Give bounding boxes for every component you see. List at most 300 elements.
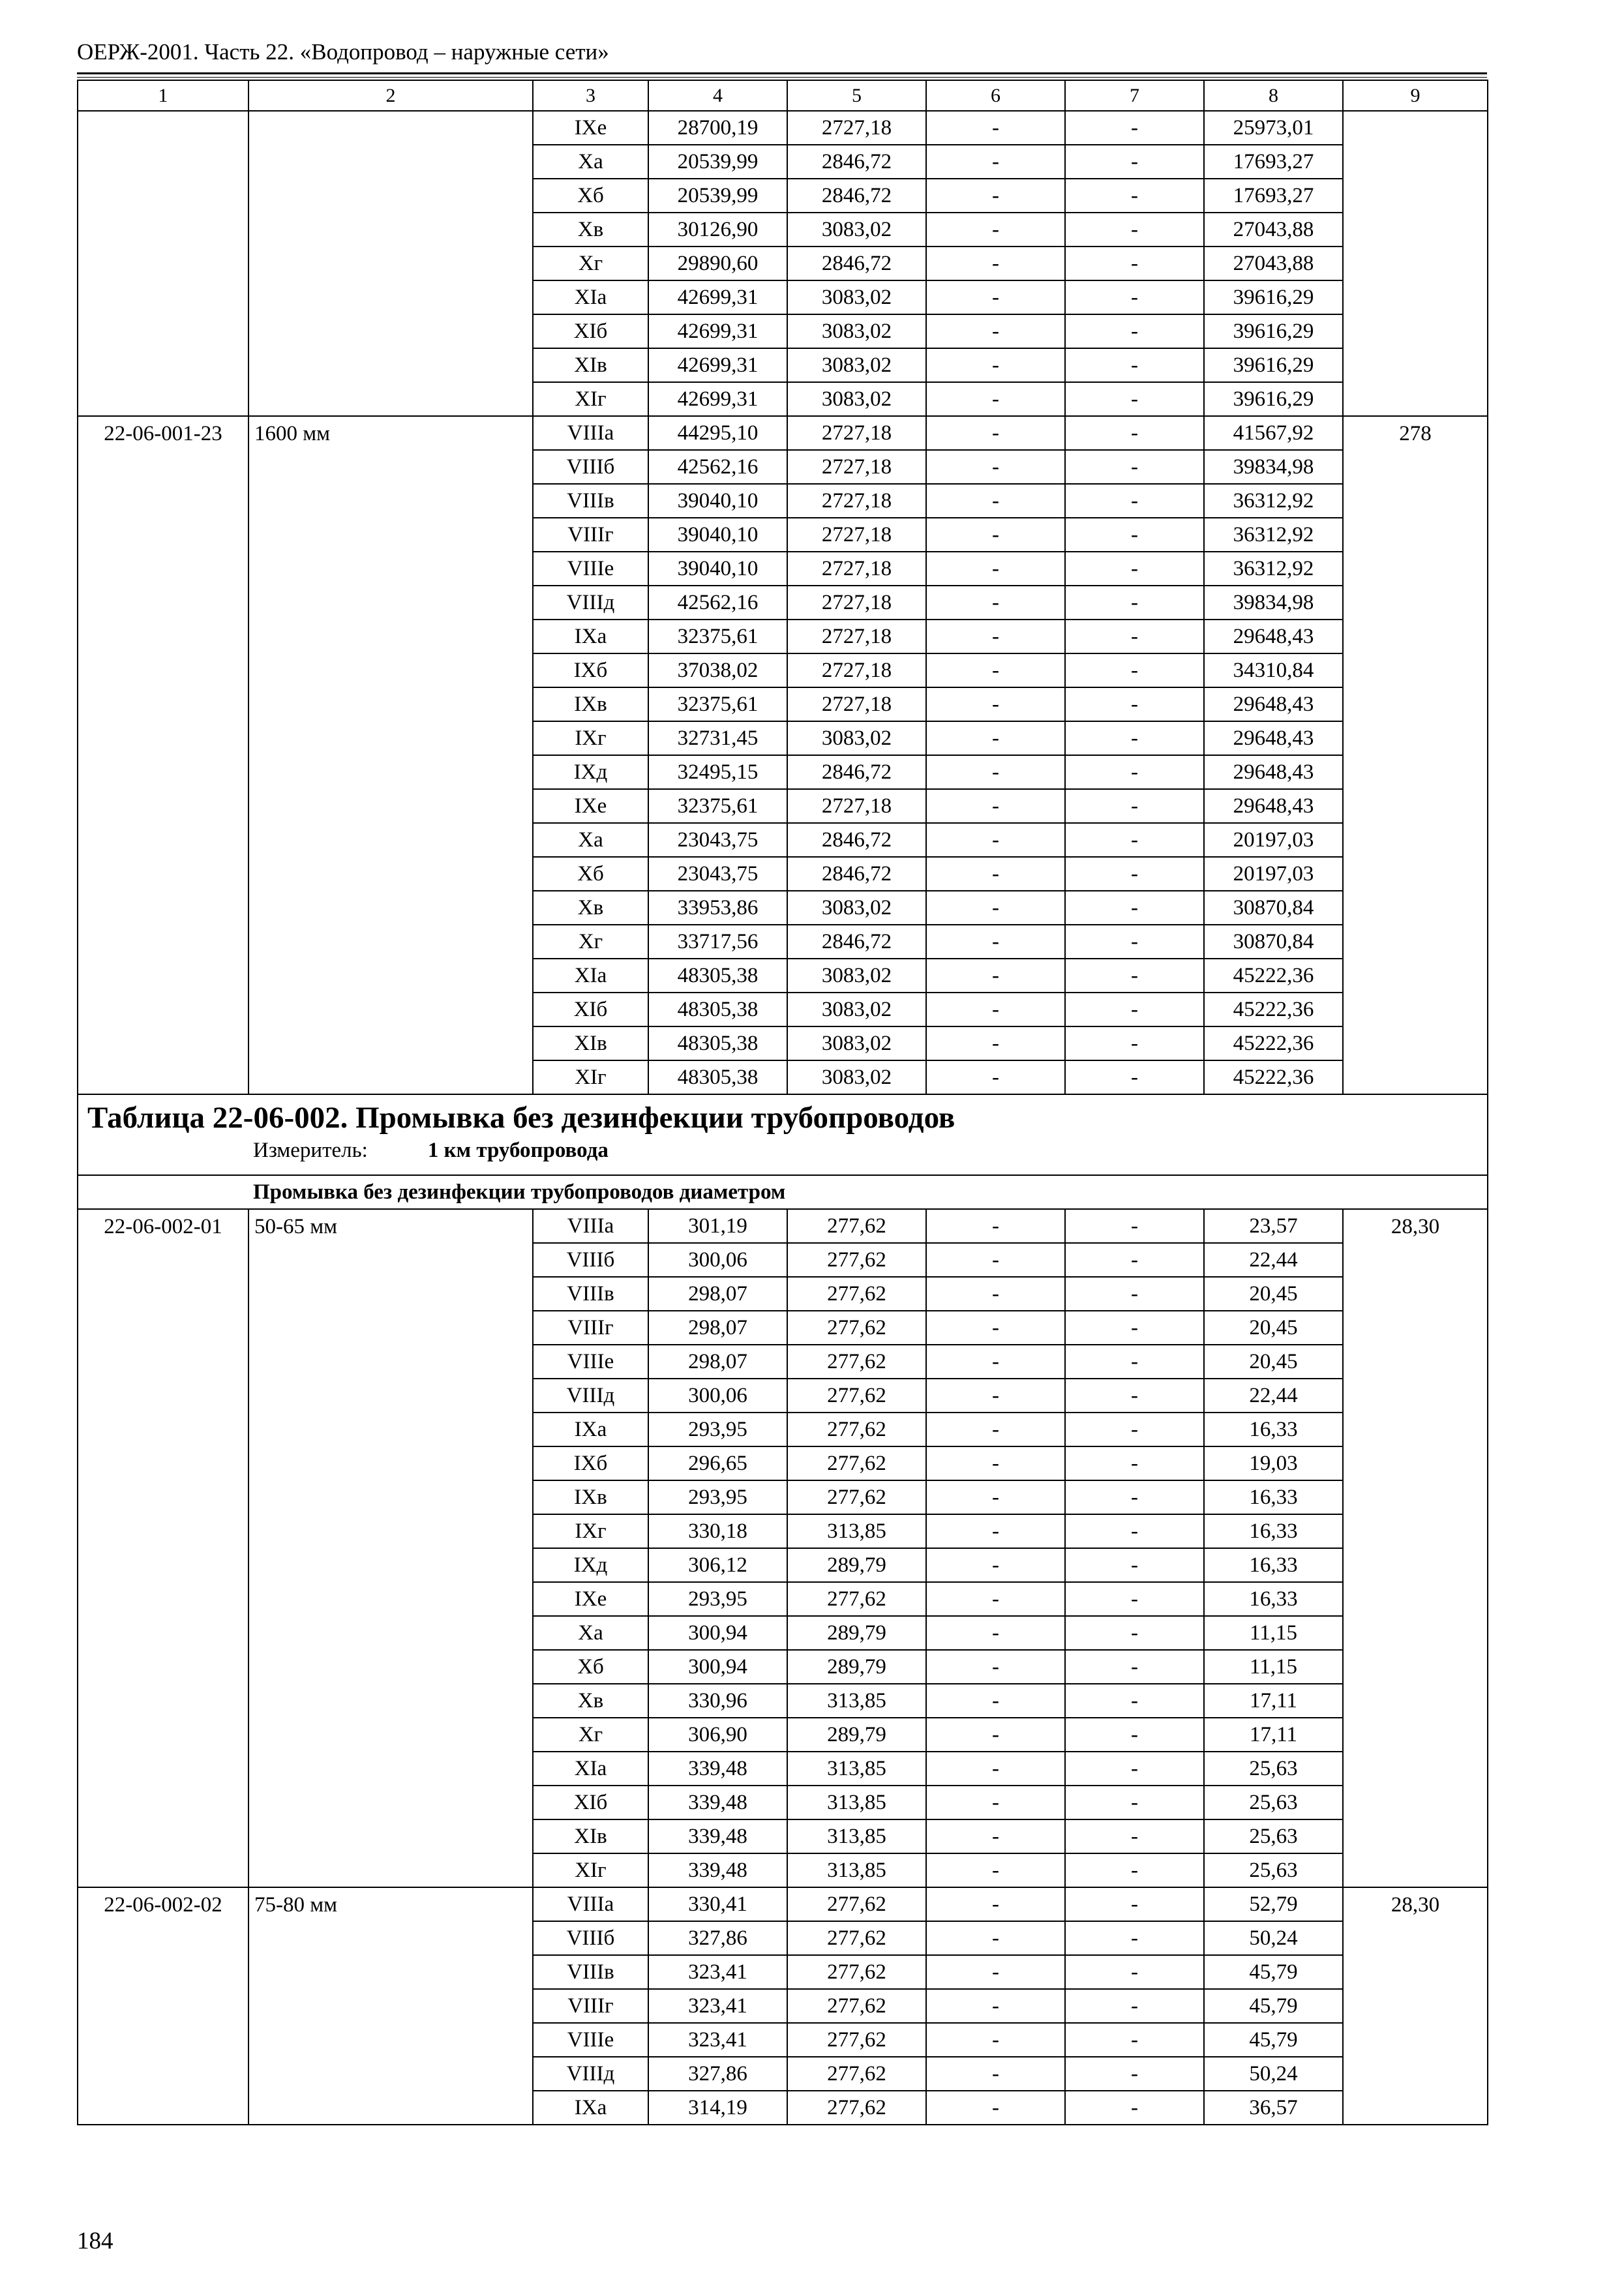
materials-cell: 50,24 — [1204, 2057, 1343, 2091]
wages-cell: 2727,18 — [787, 111, 926, 145]
zone-cell: XIв — [533, 1819, 648, 1853]
subheading-row — [78, 1175, 1488, 1209]
price-table — [77, 80, 1487, 2125]
total-cost-cell: 42562,16 — [648, 450, 787, 484]
table-row — [78, 1887, 1488, 1921]
zone-cell: XIа — [533, 1752, 648, 1786]
zone-cell: XIб — [533, 993, 648, 1026]
zone-cell: XIв — [533, 1026, 648, 1060]
zone-cell: VIIIг — [533, 1311, 648, 1345]
item-code: 22-06-002-02 — [78, 1887, 248, 2125]
wages-cell: 289,79 — [787, 1616, 926, 1650]
driver-wages-cell: - — [1065, 687, 1204, 721]
total-cost-cell: 39040,10 — [648, 484, 787, 518]
driver-wages-cell: - — [1065, 1514, 1204, 1548]
item-diameter: 75-80 мм — [248, 1887, 533, 2125]
driver-wages-cell: - — [1065, 1413, 1204, 1446]
total-cost-cell: 298,07 — [648, 1311, 787, 1345]
machines-cell: - — [926, 280, 1065, 314]
driver-wages-cell: - — [1065, 1548, 1204, 1582]
total-cost-cell: 339,48 — [648, 1819, 787, 1853]
wages-cell: 277,62 — [787, 1209, 926, 1243]
total-cost-cell: 323,41 — [648, 2023, 787, 2057]
materials-cell: 27043,88 — [1204, 247, 1343, 280]
measure-value: 1 км трубопровода — [427, 1139, 609, 1162]
driver-wages-cell: - — [1065, 382, 1204, 416]
machines-cell: - — [926, 1277, 1065, 1311]
driver-wages-cell: - — [1065, 484, 1204, 518]
machines-cell: - — [926, 348, 1065, 382]
wages-cell: 277,62 — [787, 1887, 926, 1921]
driver-wages-cell: - — [1065, 1311, 1204, 1345]
zone-cell: XIб — [533, 314, 648, 348]
zone-cell: Xв — [533, 1684, 648, 1718]
wages-cell: 3083,02 — [787, 314, 926, 348]
driver-wages-cell: - — [1065, 1718, 1204, 1752]
zone-cell: XIг — [533, 1853, 648, 1887]
wages-cell: 2846,72 — [787, 247, 926, 280]
machines-cell: - — [926, 314, 1065, 348]
measure-label: Измеритель: — [253, 1139, 368, 1162]
zone-cell: VIIIд — [533, 1379, 648, 1413]
materials-cell: 36312,92 — [1204, 518, 1343, 552]
item-diameter: 50-65 мм — [248, 1209, 533, 1887]
machines-cell: - — [926, 1548, 1065, 1582]
machines-cell: - — [926, 1514, 1065, 1548]
measure-line — [78, 1133, 1487, 1161]
wages-cell: 2727,18 — [787, 518, 926, 552]
materials-cell: 29648,43 — [1204, 721, 1343, 755]
materials-cell: 39616,29 — [1204, 382, 1343, 416]
wages-cell: 313,85 — [787, 1853, 926, 1887]
machines-cell: - — [926, 416, 1065, 450]
wages-cell: 3083,02 — [787, 213, 926, 247]
empty-cell — [1343, 111, 1488, 416]
driver-wages-cell: - — [1065, 450, 1204, 484]
machines-cell: - — [926, 247, 1065, 280]
zone-cell: VIIIв — [533, 484, 648, 518]
machines-cell: - — [926, 687, 1065, 721]
total-cost-cell: 339,48 — [648, 1752, 787, 1786]
table-title: Таблица 22-06-002. Промывка без дезинфекции трубопроводов — [87, 1101, 955, 1135]
materials-cell: 17,11 — [1204, 1718, 1343, 1752]
materials-cell: 45222,36 — [1204, 1060, 1343, 1094]
driver-wages-cell: - — [1065, 2057, 1204, 2091]
materials-cell: 34310,84 — [1204, 653, 1343, 687]
total-cost-cell: 32495,15 — [648, 755, 787, 789]
wages-cell: 3083,02 — [787, 280, 926, 314]
total-cost-cell: 301,19 — [648, 1209, 787, 1243]
driver-wages-cell: - — [1065, 1921, 1204, 1955]
zone-cell: Xб — [533, 1650, 648, 1684]
total-cost-cell: 42699,31 — [648, 314, 787, 348]
machines-cell: - — [926, 1955, 1065, 1989]
column-number: 6 — [926, 80, 1065, 111]
materials-cell: 20,45 — [1204, 1311, 1343, 1345]
wages-cell: 2727,18 — [787, 586, 926, 620]
column-number: 9 — [1343, 80, 1488, 111]
machines-cell: - — [926, 2057, 1065, 2091]
wages-cell: 277,62 — [787, 1582, 926, 1616]
total-cost-cell: 39040,10 — [648, 518, 787, 552]
total-cost-cell: 306,90 — [648, 1718, 787, 1752]
machines-cell: - — [926, 1989, 1065, 2023]
wages-cell: 2846,72 — [787, 145, 926, 179]
wages-cell: 2727,18 — [787, 653, 926, 687]
materials-cell: 36312,92 — [1204, 484, 1343, 518]
zone-cell: IXг — [533, 1514, 648, 1548]
total-cost-cell: 330,41 — [648, 1887, 787, 1921]
machines-cell: - — [926, 1413, 1065, 1446]
machines-cell: - — [926, 925, 1065, 959]
wages-cell: 277,62 — [787, 1277, 926, 1311]
materials-cell: 39616,29 — [1204, 348, 1343, 382]
materials-cell: 25,63 — [1204, 1819, 1343, 1853]
page-number: 184 — [77, 2228, 113, 2254]
zone-cell: XIб — [533, 1786, 648, 1819]
zone-cell: Xв — [533, 891, 648, 925]
driver-wages-cell: - — [1065, 518, 1204, 552]
wages-cell: 313,85 — [787, 1786, 926, 1819]
materials-cell: 29648,43 — [1204, 620, 1343, 653]
zone-cell: VIIIб — [533, 1921, 648, 1955]
table-row — [78, 1209, 1488, 1243]
empty-cell — [248, 111, 533, 416]
driver-wages-cell: - — [1065, 2091, 1204, 2125]
machines-cell: - — [926, 1752, 1065, 1786]
total-cost-cell: 23043,75 — [648, 857, 787, 891]
zone-cell: IXа — [533, 1413, 648, 1446]
wages-cell: 2846,72 — [787, 823, 926, 857]
zone-cell: XIг — [533, 1060, 648, 1094]
header-rule-thin — [77, 77, 1487, 78]
driver-wages-cell: - — [1065, 416, 1204, 450]
materials-cell: 23,57 — [1204, 1209, 1343, 1243]
machines-cell: - — [926, 789, 1065, 823]
total-cost-cell: 42699,31 — [648, 382, 787, 416]
machines-cell: - — [926, 1446, 1065, 1480]
zone-cell: IXд — [533, 755, 648, 789]
driver-wages-cell: - — [1065, 247, 1204, 280]
driver-wages-cell: - — [1065, 586, 1204, 620]
wages-cell: 313,85 — [787, 1514, 926, 1548]
total-cost-cell: 23043,75 — [648, 823, 787, 857]
wages-cell: 3083,02 — [787, 348, 926, 382]
materials-cell: 25973,01 — [1204, 111, 1343, 145]
item-code: 22-06-001-23 — [78, 416, 248, 1094]
zone-cell: IXб — [533, 1446, 648, 1480]
wages-cell: 2727,18 — [787, 484, 926, 518]
total-cost-cell: 300,94 — [648, 1650, 787, 1684]
machines-cell: - — [926, 213, 1065, 247]
zone-cell: IXг — [533, 721, 648, 755]
wages-cell: 277,62 — [787, 1921, 926, 1955]
wages-cell: 289,79 — [787, 1548, 926, 1582]
wages-cell: 277,62 — [787, 1379, 926, 1413]
zone-cell: IXв — [533, 687, 648, 721]
materials-cell: 20197,03 — [1204, 857, 1343, 891]
driver-wages-cell: - — [1065, 1853, 1204, 1887]
total-cost-cell: 44295,10 — [648, 416, 787, 450]
driver-wages-cell: - — [1065, 721, 1204, 755]
machines-cell: - — [926, 1718, 1065, 1752]
materials-cell: 16,33 — [1204, 1514, 1343, 1548]
wages-cell: 313,85 — [787, 1819, 926, 1853]
materials-cell: 27043,88 — [1204, 213, 1343, 247]
wages-cell: 313,85 — [787, 1684, 926, 1718]
driver-wages-cell: - — [1065, 145, 1204, 179]
total-cost-cell: 32375,61 — [648, 687, 787, 721]
materials-cell: 50,24 — [1204, 1921, 1343, 1955]
materials-cell: 30870,84 — [1204, 925, 1343, 959]
zone-cell: Xа — [533, 823, 648, 857]
column-number: 2 — [248, 80, 533, 111]
driver-wages-cell: - — [1065, 891, 1204, 925]
total-cost-cell: 306,12 — [648, 1548, 787, 1582]
total-cost-cell: 37038,02 — [648, 653, 787, 687]
driver-wages-cell: - — [1065, 1989, 1204, 2023]
wages-cell: 3083,02 — [787, 721, 926, 755]
driver-wages-cell: - — [1065, 1616, 1204, 1650]
driver-wages-cell: - — [1065, 1786, 1204, 1819]
wages-cell: 289,79 — [787, 1718, 926, 1752]
machines-cell: - — [926, 552, 1065, 586]
materials-cell: 20197,03 — [1204, 823, 1343, 857]
materials-cell: 45222,36 — [1204, 1026, 1343, 1060]
wages-cell: 277,62 — [787, 1955, 926, 1989]
machines-cell: - — [926, 1026, 1065, 1060]
driver-wages-cell: - — [1065, 925, 1204, 959]
machines-cell: - — [926, 586, 1065, 620]
materials-cell: 36312,92 — [1204, 552, 1343, 586]
materials-cell: 39616,29 — [1204, 314, 1343, 348]
driver-wages-cell: - — [1065, 653, 1204, 687]
total-cost-cell: 48305,38 — [648, 1026, 787, 1060]
driver-wages-cell: - — [1065, 1446, 1204, 1480]
column-number: 7 — [1065, 80, 1204, 111]
machines-cell: - — [926, 1853, 1065, 1887]
machines-cell: - — [926, 857, 1065, 891]
page-header: ОЕРЖ-2001. Часть 22. «Водопровод – наружные сети» — [77, 39, 609, 65]
driver-wages-cell: - — [1065, 823, 1204, 857]
materials-cell: 36,57 — [1204, 2091, 1343, 2125]
total-cost-cell: 327,86 — [648, 1921, 787, 1955]
driver-wages-cell: - — [1065, 1209, 1204, 1243]
wages-cell: 277,62 — [787, 2023, 926, 2057]
driver-wages-cell: - — [1065, 1684, 1204, 1718]
machines-cell: - — [926, 891, 1065, 925]
zone-cell: IXв — [533, 1480, 648, 1514]
machines-cell: - — [926, 1921, 1065, 1955]
machines-cell: - — [926, 1379, 1065, 1413]
zone-cell: IXб — [533, 653, 648, 687]
wages-cell: 3083,02 — [787, 1026, 926, 1060]
total-cost-cell: 339,48 — [648, 1853, 787, 1887]
unit-value: 28,30 — [1343, 1887, 1488, 2125]
materials-cell: 25,63 — [1204, 1786, 1343, 1819]
zone-cell: XIв — [533, 348, 648, 382]
driver-wages-cell: - — [1065, 552, 1204, 586]
machines-cell: - — [926, 1243, 1065, 1277]
zone-cell: IXа — [533, 620, 648, 653]
machines-cell: - — [926, 1616, 1065, 1650]
machines-cell: - — [926, 145, 1065, 179]
zone-cell: Xа — [533, 145, 648, 179]
total-cost-cell: 42699,31 — [648, 280, 787, 314]
zone-cell: IXе — [533, 111, 648, 145]
zone-cell: IXд — [533, 1548, 648, 1582]
empty-cell — [78, 111, 248, 416]
driver-wages-cell: - — [1065, 1955, 1204, 1989]
column-number: 8 — [1204, 80, 1343, 111]
wages-cell: 2727,18 — [787, 620, 926, 653]
zone-cell: VIIIб — [533, 1243, 648, 1277]
item-code: 22-06-002-01 — [78, 1209, 248, 1887]
wages-cell: 3083,02 — [787, 959, 926, 993]
zone-cell: Xа — [533, 1616, 648, 1650]
materials-cell: 11,15 — [1204, 1616, 1343, 1650]
total-cost-cell: 293,95 — [648, 1480, 787, 1514]
materials-cell: 17693,27 — [1204, 145, 1343, 179]
wages-cell: 2846,72 — [787, 179, 926, 213]
materials-cell: 17693,27 — [1204, 179, 1343, 213]
wages-cell: 2727,18 — [787, 789, 926, 823]
wages-cell: 2846,72 — [787, 925, 926, 959]
total-cost-cell: 300,06 — [648, 1243, 787, 1277]
column-number: 5 — [787, 80, 926, 111]
machines-cell: - — [926, 755, 1065, 789]
wages-cell: 2727,18 — [787, 687, 926, 721]
zone-cell: VIIIв — [533, 1955, 648, 1989]
wages-cell: 2846,72 — [787, 857, 926, 891]
driver-wages-cell: - — [1065, 1345, 1204, 1379]
machines-cell: - — [926, 1582, 1065, 1616]
driver-wages-cell: - — [1065, 789, 1204, 823]
zone-cell: VIIIб — [533, 450, 648, 484]
column-number-row — [78, 80, 1488, 111]
zone-cell: Xг — [533, 1718, 648, 1752]
total-cost-cell: 42562,16 — [648, 586, 787, 620]
materials-cell: 45222,36 — [1204, 993, 1343, 1026]
total-cost-cell: 339,48 — [648, 1786, 787, 1819]
machines-cell: - — [926, 2023, 1065, 2057]
materials-cell: 39834,98 — [1204, 586, 1343, 620]
materials-cell: 20,45 — [1204, 1345, 1343, 1379]
zone-cell: VIIIе — [533, 2023, 648, 2057]
total-cost-cell: 28700,19 — [648, 111, 787, 145]
materials-cell: 29648,43 — [1204, 687, 1343, 721]
total-cost-cell: 48305,38 — [648, 959, 787, 993]
driver-wages-cell: - — [1065, 213, 1204, 247]
total-cost-cell: 33717,56 — [648, 925, 787, 959]
materials-cell: 16,33 — [1204, 1548, 1343, 1582]
machines-cell: - — [926, 1684, 1065, 1718]
driver-wages-cell: - — [1065, 755, 1204, 789]
materials-cell: 19,03 — [1204, 1446, 1343, 1480]
total-cost-cell: 48305,38 — [648, 993, 787, 1026]
driver-wages-cell: - — [1065, 959, 1204, 993]
estimate-table — [77, 80, 1488, 2125]
total-cost-cell: 330,18 — [648, 1514, 787, 1548]
machines-cell: - — [926, 721, 1065, 755]
machines-cell: - — [926, 993, 1065, 1026]
total-cost-cell: 20539,99 — [648, 179, 787, 213]
wages-cell: 2727,18 — [787, 416, 926, 450]
wages-cell: 277,62 — [787, 2057, 926, 2091]
table-row — [78, 416, 1488, 450]
driver-wages-cell: - — [1065, 1026, 1204, 1060]
wages-cell: 2727,18 — [787, 552, 926, 586]
total-cost-cell: 39040,10 — [648, 552, 787, 586]
materials-cell: 39616,29 — [1204, 280, 1343, 314]
total-cost-cell: 327,86 — [648, 2057, 787, 2091]
materials-cell: 16,33 — [1204, 1413, 1343, 1446]
wages-cell: 3083,02 — [787, 993, 926, 1026]
materials-cell: 39834,98 — [1204, 450, 1343, 484]
materials-cell: 11,15 — [1204, 1650, 1343, 1684]
table-title-block — [78, 1094, 1488, 1175]
driver-wages-cell: - — [1065, 1887, 1204, 1921]
machines-cell: - — [926, 1060, 1065, 1094]
zone-cell: Xв — [533, 213, 648, 247]
wages-cell: 277,62 — [787, 1345, 926, 1379]
zone-cell: Xг — [533, 247, 648, 280]
materials-cell: 25,63 — [1204, 1853, 1343, 1887]
driver-wages-cell: - — [1065, 348, 1204, 382]
total-cost-cell: 32731,45 — [648, 721, 787, 755]
driver-wages-cell: - — [1065, 111, 1204, 145]
materials-cell: 45,79 — [1204, 1955, 1343, 1989]
total-cost-cell: 300,06 — [648, 1379, 787, 1413]
zone-cell: VIIIа — [533, 1209, 648, 1243]
materials-cell: 22,44 — [1204, 1243, 1343, 1277]
total-cost-cell: 48305,38 — [648, 1060, 787, 1094]
table-title-row — [78, 1094, 1488, 1175]
materials-cell: 30870,84 — [1204, 891, 1343, 925]
driver-wages-cell: - — [1065, 857, 1204, 891]
wages-cell: 277,62 — [787, 1446, 926, 1480]
zone-cell: XIг — [533, 382, 648, 416]
header-rule — [77, 72, 1487, 74]
total-cost-cell: 296,65 — [648, 1446, 787, 1480]
driver-wages-cell: - — [1065, 2023, 1204, 2057]
zone-cell: XIа — [533, 280, 648, 314]
wages-cell: 277,62 — [787, 2091, 926, 2125]
materials-cell: 25,63 — [1204, 1752, 1343, 1786]
zone-cell: IXе — [533, 789, 648, 823]
wages-cell: 3083,02 — [787, 891, 926, 925]
driver-wages-cell: - — [1065, 179, 1204, 213]
driver-wages-cell: - — [1065, 620, 1204, 653]
total-cost-cell: 30126,90 — [648, 213, 787, 247]
wages-cell: 277,62 — [787, 1243, 926, 1277]
wages-cell: 3083,02 — [787, 1060, 926, 1094]
unit-value: 278 — [1343, 416, 1488, 1094]
zone-cell: Xб — [533, 857, 648, 891]
total-cost-cell: 298,07 — [648, 1345, 787, 1379]
table-subheading: Промывка без дезинфекции трубопроводов диаметром — [78, 1175, 1488, 1209]
total-cost-cell: 293,95 — [648, 1582, 787, 1616]
materials-cell: 29648,43 — [1204, 789, 1343, 823]
machines-cell: - — [926, 653, 1065, 687]
driver-wages-cell: - — [1065, 1582, 1204, 1616]
driver-wages-cell: - — [1065, 993, 1204, 1026]
column-number: 4 — [648, 80, 787, 111]
driver-wages-cell: - — [1065, 314, 1204, 348]
zone-cell: VIIIд — [533, 586, 648, 620]
wages-cell: 277,62 — [787, 1989, 926, 2023]
driver-wages-cell: - — [1065, 1819, 1204, 1853]
